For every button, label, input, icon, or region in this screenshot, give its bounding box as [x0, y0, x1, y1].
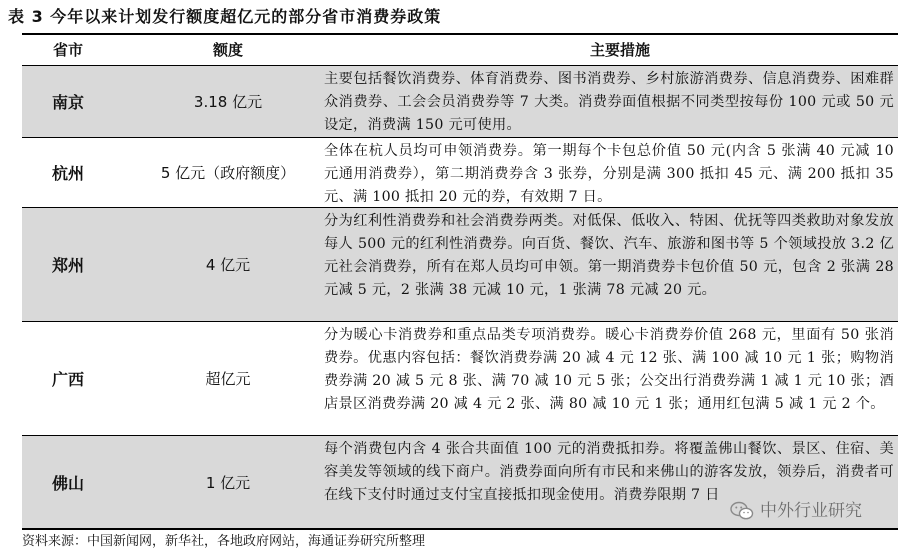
- table-header: [22, 35, 898, 66]
- table-bottom-rule: [22, 528, 898, 530]
- province-cell: 广西: [51, 370, 84, 389]
- watermark: [730, 497, 862, 525]
- header-amount: 额度: [212, 41, 243, 59]
- province-cell: 郑州: [51, 256, 84, 275]
- amount-cell: 3.18 亿元: [193, 93, 263, 111]
- table-caption: 表 3 今年以来计划发行额度超亿元的部分省市消费券政策: [8, 7, 442, 26]
- source-note: 资料来源：中国新闻网，新华社，各地政府网站，海通证券研究所整理: [22, 534, 426, 549]
- wechat-icon: [730, 501, 754, 521]
- amount-cell: 4 亿元: [205, 256, 251, 274]
- province-cell: 杭州: [51, 164, 84, 183]
- measures-cell: 分为暖心卡消费券和重点品类专项消费券。暖心卡消费券价值 268 元，里面有 50 张消费券。优惠内容包括：餐饮消费券满 20 减 4 元 12 张、满 100 减 10 元 1 张；购物消费券满 20 减 5 元 8 张、满 70 减 10 元 5 张；公交出行消费券满 1 减 1 元 10 张；酒店景区消费券满 20 减 4 元 2 张、满 80 减 10 元 1 张；通用红包满 5 减 1 元 2 个。: [324, 327, 895, 412]
- watermark-text: 中外行业研究: [760, 501, 862, 521]
- amount-cell: 超亿元: [205, 370, 251, 388]
- measures-cell: 每个消费包内含 4 张合共面值 100 元的消费抵扣券。将覆盖佛山餐饮、景区、住宿、美容美发等领域的线下商户。消费券面向所有市民和来佛山的游客发放，领券后，消费者可在线下支付时通过支付宝直接抵扣现金使用。消费券限期 7 日: [324, 441, 894, 503]
- measures-cell: 分为红利性消费券和社会消费券两类。对低保、低收入、特困、优抚等四类救助对象发放每人 500 元的红利性消费券。向百货、餐饮、汽车、旅游和图书等 5 个领域投放 3.2 亿元社会消费券，所有在郑人员均可申领。第一期消费券卡包价值 50 元，包含 2 张满 28 元减 5 元，2 张满 38 元减 10 元，1 张满 78 元减 20 元。: [324, 213, 894, 298]
- amount-cell: 5 亿元（政府额度）: [160, 164, 296, 182]
- measures-cell: 全体在杭人员均可申领消费券。第一期每个卡包总价值 50 元(内含 5 张满 40 元减 10 元通用消费券），第二期消费券含 3 张券，分别是满 300 抵扣 45 元、满 200 抵扣 35 元、满 100 抵扣 20 元的券，有效期 7 日。: [324, 143, 894, 205]
- table-row: [22, 66, 898, 137]
- province-cell: 南京: [51, 93, 84, 112]
- header-province: 省市: [52, 41, 83, 59]
- table-row: [22, 322, 898, 435]
- table-row: [22, 208, 898, 321]
- measures-cell: 主要包括餐饮消费券、体育消费券、图书消费券、乡村旅游消费券、信息消费券、困难群众消费券、工会会员消费券等 7 大类。消费券面值根据不同类型按每份 100 元或 50 元设定，消费满 150 元可使用。: [324, 71, 894, 133]
- header-measures: 主要措施: [589, 41, 650, 59]
- table-row: [22, 138, 898, 207]
- amount-cell: 1 亿元: [205, 473, 251, 492]
- province-cell: 佛山: [51, 473, 84, 493]
